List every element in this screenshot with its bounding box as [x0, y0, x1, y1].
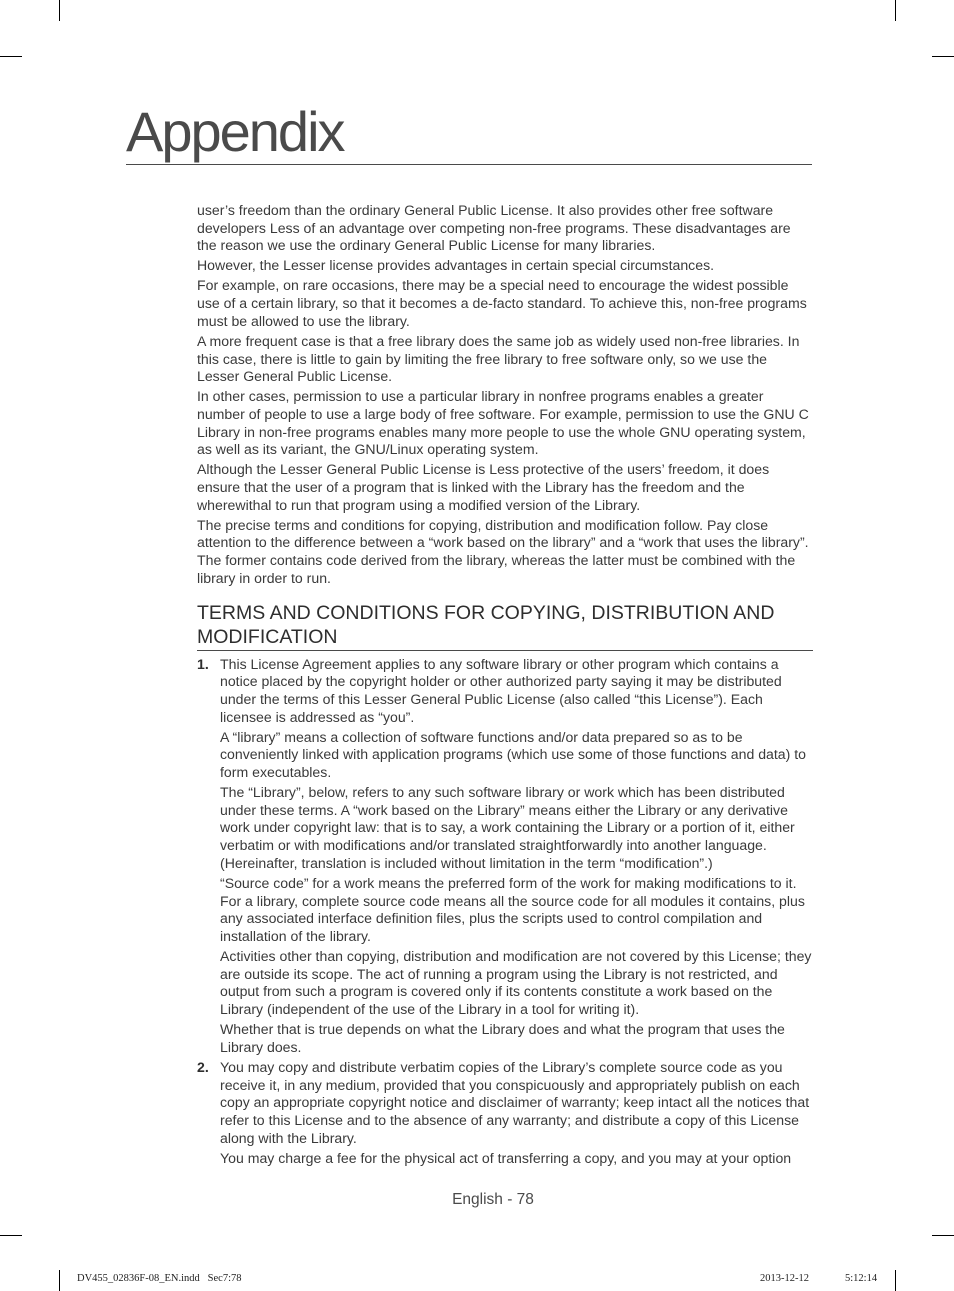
- terms-item-2: [197, 1059, 813, 1168]
- item-paragraph: Activities other than copying, distribution and modification are not covered by this License; they are outside its scope. The act of running a program using the Library is not restricted, and output from such a program is covered only if its contents constitute a work based on the Library (independent of the use of the Library in a tool for writing it).: [220, 947, 812, 1018]
- item-paragraph: The “Library”, below, refers to any such software library or work which has been distributed under these terms. A “work based on the Library” means either the Library or any derivative work under copyright law: that is to say, a work containing the Library or a portion of it, either verbatim or with modifications and/or translated straightforwardly into another language. (Hereinafter, translation is included without limitation in the term “modification”.): [220, 784, 795, 871]
- intro-paragraph: A more frequent case is that a free library does the same job as widely used non-free libraries. In this case, there is little to gain by limiting the free library to free software only, so we use the Lesser General Public License.: [197, 332, 800, 385]
- intro-paragraph: For example, on rare occasions, there may be a special need to encourage the widest possible use of a certain library, so that it becomes a de-facto standard. To achieve this, non-free programs must be allowed to use the library.: [197, 277, 807, 329]
- section-heading: TERMS AND CONDITIONS FOR COPYING, DISTRIBUTION AND MODIFICATION: [197, 601, 813, 651]
- crop-mark-top-right: [895, 0, 896, 21]
- intro-section: [197, 202, 813, 588]
- crop-mark-right-top: [932, 56, 954, 57]
- crop-mark-bottom-right: [895, 1270, 896, 1291]
- slug-date: 2013-12-12: [760, 1273, 809, 1284]
- title-rule: [126, 164, 812, 165]
- item-paragraph: This License Agreement applies to any software library or other program which contains a notice placed by the copyright holder or other authorized party saying it may be distributed under the terms of this Lesser General Public License (also called “this License”). Each licensee is addressed as “you”.: [220, 655, 782, 725]
- item-paragraph: Whether that is true depends on what the Library does and what the program that uses the Library does.: [220, 1021, 785, 1055]
- crop-mark-left-top: [0, 56, 22, 57]
- item-number: 2.: [197, 1058, 209, 1075]
- item-paragraph: A “library” means a collection of software functions and/or data prepared so as to be conveniently linked with application programs (which use some of those functions and data) to form executables.: [220, 728, 806, 781]
- crop-mark-right-bottom: [932, 1235, 954, 1236]
- slug-file: DV455_02836F-08_EN.indd Sec7:78: [77, 1273, 242, 1284]
- crop-mark-left-bottom: [0, 1235, 22, 1236]
- intro-paragraph: In other cases, permission to use a particular library in nonfree programs enables a greater number of people to use a large body of free software. For example, permission to use the GNU C Library in non-free programs enables many more people to use the whole GNU operating system, as well as its variant, the GNU/Linux operating system.: [197, 388, 809, 458]
- crop-mark-bottom-left: [59, 1270, 60, 1291]
- terms-list: [197, 656, 813, 1168]
- intro-paragraph: Although the Lesser General Public License is Less protective of the users’ freedom, it does ensure that the user of a program that is linked with the Library has the freedom and the wherewithal to run that program using a modified version of the Library.: [197, 461, 770, 513]
- item-paragraph: You may copy and distribute verbatim copies of the Library’s complete source code as you receive it, in any medium, provided that you conspicuously and appropriately publish on each copy an appropriate copyright notice and disclaimer of warranty; keep intact all the notices that refer to this License and to the absence of any warranty; and distribute a copy of this License along with the Library.: [220, 1058, 810, 1146]
- terms-item-1: [197, 656, 813, 1057]
- intro-paragraph: However, the Lesser license provides advantages in certain special circumstances.: [197, 257, 715, 274]
- page-title: Appendix: [126, 100, 344, 163]
- item-number: 1.: [197, 655, 209, 672]
- intro-paragraph: user’s freedom than the ordinary General Public License. It also provides other free software developers Less of an advantage over competing non-free programs. These disadvantages are the reason we use the ordinary General Public License for many libraries.: [197, 202, 791, 254]
- page-footer: [0, 1191, 954, 1209]
- body-content: [197, 202, 813, 1170]
- page-number: English - 78: [452, 1191, 534, 1208]
- slug-time: 5:12:14: [845, 1273, 878, 1284]
- item-paragraph: You may charge a fee for the physical act of transferring a copy, and you may at your option: [220, 1149, 792, 1166]
- item-paragraph: “Source code” for a work means the preferred form of the work for making modifications to it. For a library, complete source code means all the source code for all modules it contains, plus any associated interface definition files, plus the scripts used to control compilation and installation of the library.: [220, 874, 805, 944]
- intro-paragraph: The precise terms and conditions for copying, distribution and modification follow. Pay close attention to the difference between a “work based on the library” and a “work that uses the library”. The former contains code derived from the library, whereas the latter must be combined with the library in order to run.: [197, 516, 809, 586]
- crop-mark-top-left: [59, 0, 60, 21]
